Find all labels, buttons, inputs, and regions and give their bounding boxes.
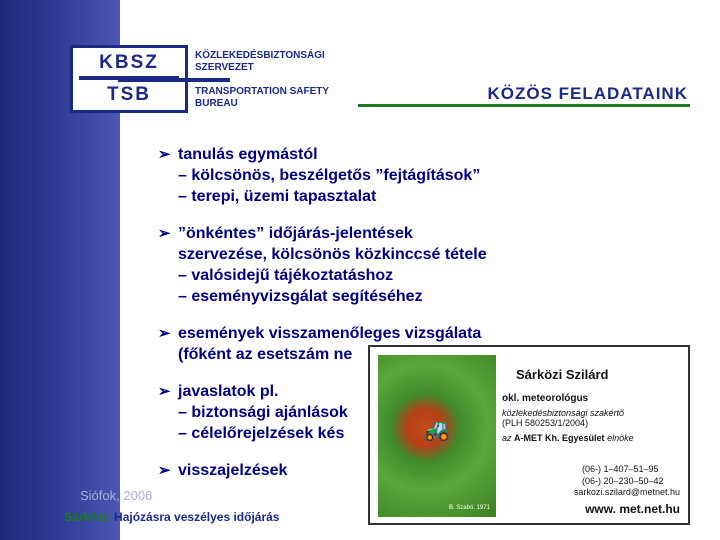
logo-separator [118,78,230,82]
logo-bottom-text: TSB [107,84,151,105]
org-name-english: TRANSPORTATION SAFETY BUREAU [195,86,330,109]
bullet-item: ➢ visszajelzések [158,462,288,479]
logo-top-text: KBSZ [99,52,159,73]
slide-heading: KÖZÖS FELADATAINK [487,84,688,103]
card-email: sarkozi.szilard@metnet.hu [573,487,680,497]
harvester-icon: 🚜 [423,417,451,442]
card-role: közlekedésbiztonsági szakértő [502,408,625,418]
photo-credit: B. Szabó, 1971 [448,505,490,511]
bullet-item: ➢ ”önkéntes” időjárás-jelentések szervezése, kölcsönös közkinccsé tétele – valósidejű tájékoztatáshoz – eseményvizsgálat segítéséhez [158,225,487,305]
bullet-item: ➢ események visszamenőleges vizsgálata (főként az esetszám ne [158,325,482,363]
arrow-bullet-icon: ➢ [158,325,171,342]
business-card [368,345,690,525]
bullet-item: ➢ javaslatok pl. – biztonsági ajánlások – célelőrejelzések kés [158,383,348,442]
card-website: www. met.net.hu [585,502,680,516]
bullet-item: ➢ tanulás egymástól – kölcsönös, beszélgetős ”fejtágítások” – terepi, üzemi tapasztalat [158,146,481,205]
arrow-bullet-icon: ➢ [158,383,171,400]
harvester-photo [378,355,496,517]
footer-location: Siófok, 2006 [80,488,153,503]
card-title: okl. meteorológus [502,393,589,404]
card-name: Sárközi Szilárd [516,367,609,382]
arrow-bullet-icon: ➢ [158,462,171,479]
org-name-hungarian: KÖZLEKEDÉSBIZTONSÁGI SZERVEZET [195,50,325,73]
arrow-bullet-icon: ➢ [158,225,171,242]
card-license: (PLH 580253/1/2004) [502,418,589,428]
card-phones: (06-) 1–407–51–95 (06-) 20–230–50–42 [582,464,664,486]
arrow-bullet-icon: ➢ [158,146,171,163]
footer-title: Sárközi: Hajózásra veszélyes időjárás [64,510,280,524]
heading-underline [358,104,690,107]
card-organization: az A-MET Kh. Egyesület elnöke [502,433,634,443]
